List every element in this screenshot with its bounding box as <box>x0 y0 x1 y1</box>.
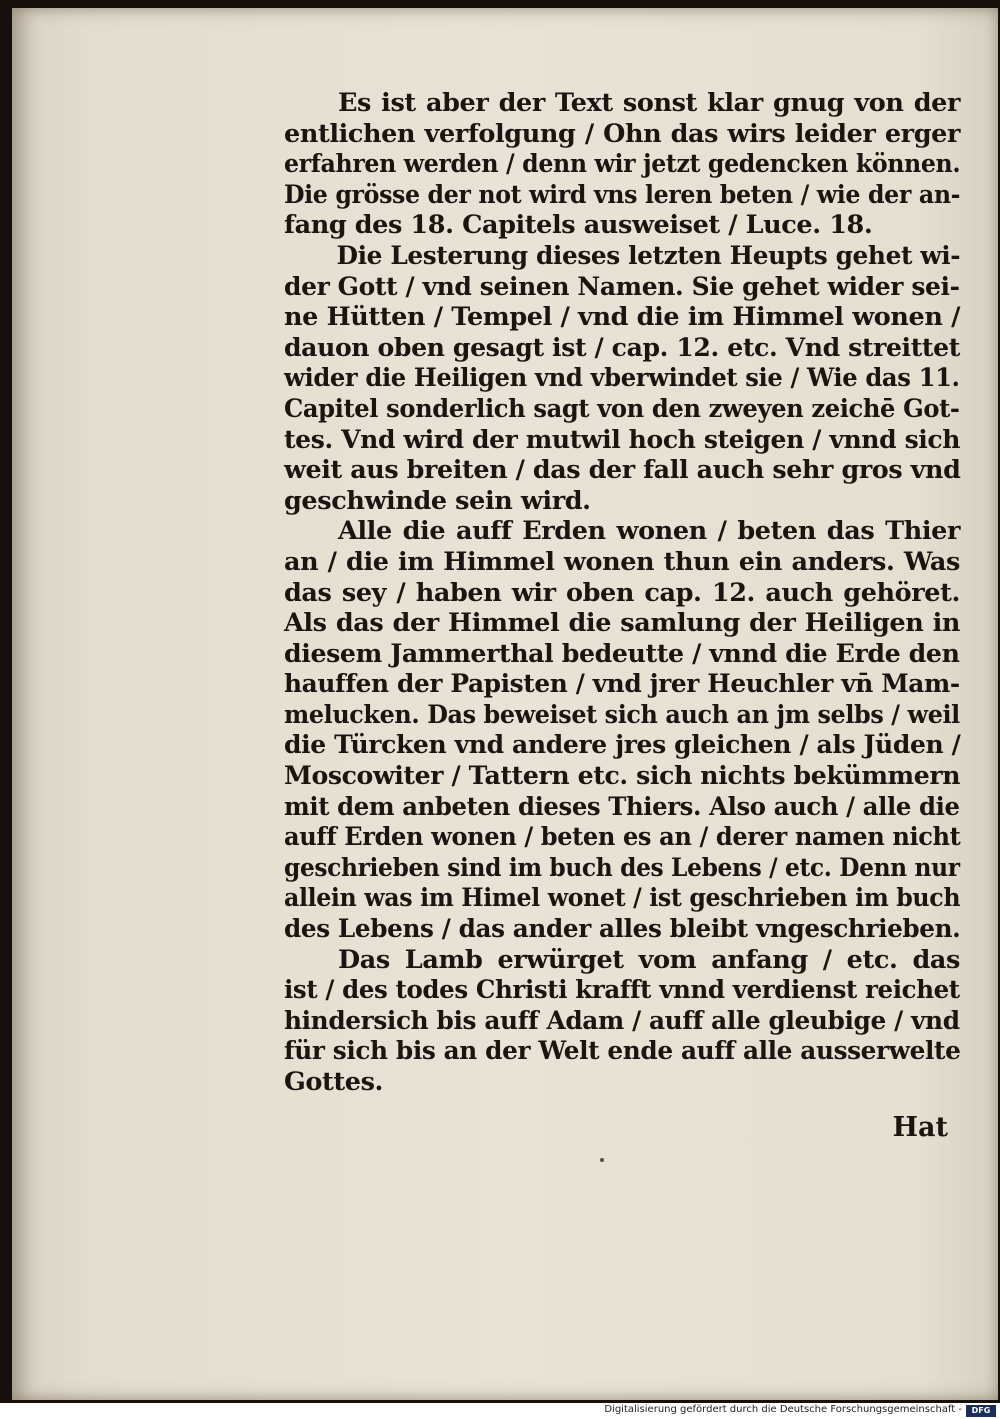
text-line: Moscowiter / Tattern etc. sich nichts bekümmern <box>284 761 961 792</box>
text-line: geschrieben sind im buch des Lebens / etc. Denn nur <box>284 852 960 883</box>
page-text <box>284 88 960 1098</box>
text-line: ist / des todes Christi krafft vnnd verdienst reichet <box>284 975 960 1006</box>
text-line: die Türcken vnd andere jres gleichen / als Jüden / <box>284 730 961 761</box>
dfg-logo-icon: DFG <box>966 1405 996 1417</box>
text-line: melucken. Das beweiset sich auch an jm selbs / weil <box>284 699 960 730</box>
text-line: Capitel sonderlich sagt von den zweyen zeichē Got- <box>284 393 960 424</box>
footer-credit: Digitalisierung gefördert durch die Deutsche Forschungsgemeinschaft - <box>604 1404 962 1415</box>
text-line: hauffen der Papisten / vnd jrer Heuchler vn̄ Mam- <box>284 669 960 700</box>
text-line: Gottes. <box>284 1067 384 1097</box>
text-line: Die Lesterung dieses letzten Heupts gehet wi- <box>336 240 961 271</box>
footer-bar <box>0 1403 1000 1419</box>
text-line: an / die im Himmel wonen thun ein anders. Was <box>284 546 960 577</box>
ink-speck <box>600 1158 604 1162</box>
text-line: auff Erden wonen / beten es an / derer namen nicht <box>284 822 961 853</box>
text-line: wider die Heiligen vnd vberwindet sie / Wie das 11. <box>284 363 960 394</box>
text-line: der Gott / vnd seinen Namen. Sie gehet wider sei- <box>284 271 960 302</box>
text-line: Als das der Himmel die samlung der Heiligen in <box>284 608 960 639</box>
text-line: ne Hütten / Tempel / vnd die im Himmel wonen / <box>284 302 960 333</box>
text-line: das sey / haben wir oben cap. 12. auch gehöret. <box>284 577 960 608</box>
text-line: Es ist aber der Text sonst klar gnug von der <box>338 88 960 118</box>
text-line: für sich bis an der Welt ende auff alle ausserwelte <box>284 1036 961 1067</box>
text-line: erfahren werden / denn wir jetzt gedencken können. <box>284 149 961 180</box>
text-line: dauon oben gesagt ist / cap. 12. etc. Vnd streittet <box>284 332 960 363</box>
text-line: diesem Jammerthal bedeutte / vnnd die Erde den <box>284 638 960 669</box>
text-line: hindersich bis auff Adam / auff alle gleubige / vnd <box>284 1005 960 1036</box>
text-line: tes. Vnd wird der mutwil hoch steigen / vnnd sich <box>284 424 961 455</box>
text-line: geschwinde sein wird. <box>284 485 591 516</box>
text-line: allein was im Himel wonet / ist geschrieben im buch <box>284 883 961 914</box>
text-line: des Lebens / das ander alles bleibt vngeschrieben. <box>284 914 961 945</box>
text-line: weit aus breiten / das der fall auch sehr gros vnd <box>284 455 961 486</box>
text-line: mit dem anbeten dieses Thiers. Also auch / alle die <box>284 791 960 822</box>
text-line: Das Lamb erwürget vom anfang / etc. das <box>338 944 960 975</box>
text-line: fang des 18. Capitels ausweiset / Luce. 18. <box>284 210 873 241</box>
text-line: Alle die auff Erden wonen / beten das Thier <box>338 516 960 547</box>
catchword: Hat <box>892 1112 948 1143</box>
text-line: Die grösse der not wird vns leren beten / wie der an- <box>284 179 961 210</box>
text-line: entlichen verfolgung / Ohn das wirs leider erger <box>284 118 960 149</box>
